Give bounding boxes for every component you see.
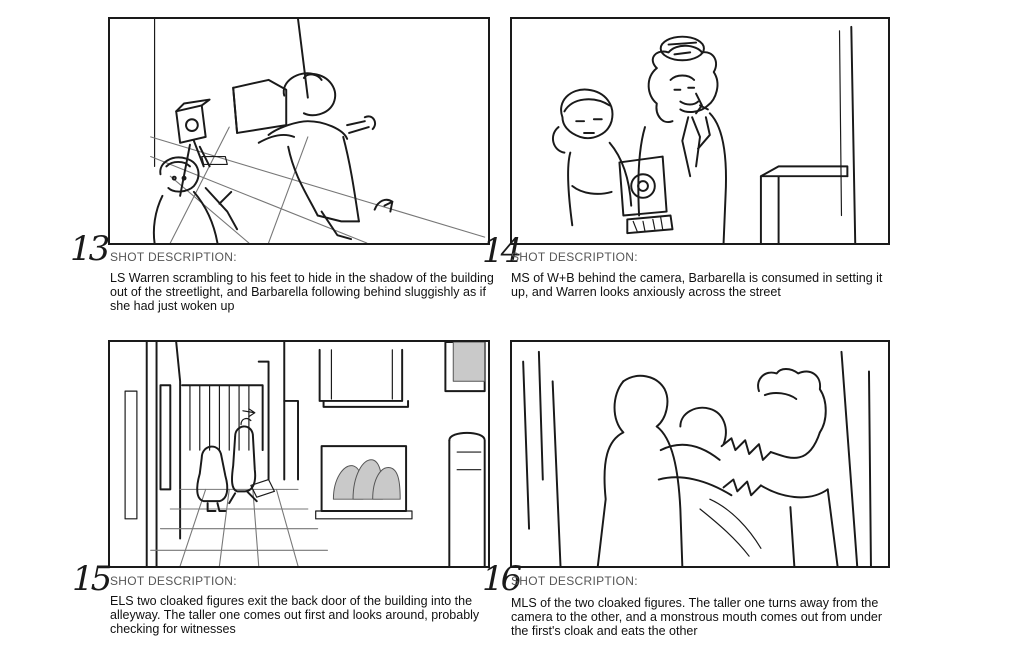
shot-description-label-15: SHOT DESCRIPTION: — [110, 574, 237, 588]
shot-number-14: 14 — [482, 231, 520, 271]
shot-number-15: 15 — [72, 559, 110, 599]
storyboard-frame-13 — [108, 17, 490, 245]
shot-description-16: MLS of the two cloaked figures. The taller one turns away from the camera to the other, and a monstrous mouth comes out from under the first's cloak and eats the other — [511, 596, 883, 638]
shot-description-13: LS Warren scrambling to his feet to hide in the shadow of the building out of the streetlight, and Barbarella following behind sluggishly as if she had just woken up — [110, 271, 494, 313]
shot-description-label-13: SHOT DESCRIPTION: — [110, 250, 237, 264]
storyboard-frame-14 — [510, 17, 890, 245]
storyboard-frame-15 — [108, 340, 490, 568]
shot-number-16: 16 — [482, 559, 520, 599]
shot-number-13: 13 — [70, 229, 108, 269]
shot-description-label-14: SHOT DESCRIPTION: — [511, 250, 638, 264]
sketch-15 — [110, 342, 488, 566]
sketch-16 — [512, 342, 888, 566]
sketch-13 — [110, 19, 488, 243]
sketch-14 — [512, 19, 888, 243]
shot-description-14: MS of W+B behind the camera, Barbarella is consumed in setting it up, and Warren looks anxiously across the street — [511, 271, 883, 299]
shot-description-label-16: SHOT DESCRIPTION: — [511, 574, 638, 588]
storyboard-frame-16 — [510, 340, 890, 568]
shot-description-15: ELS two cloaked figures exit the back door of the building into the alleyway. The taller one comes out first and looks around, probably checking for witnesses — [110, 594, 480, 636]
